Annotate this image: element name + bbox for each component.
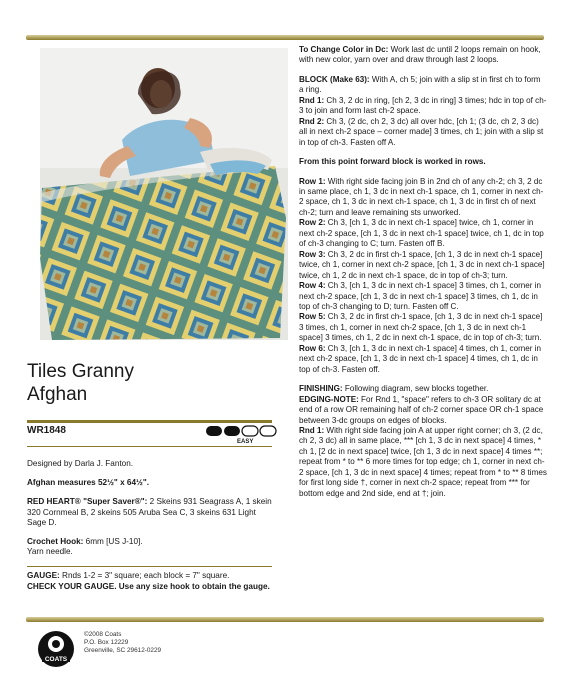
title-line-2: Afghan — [27, 384, 88, 405]
edging-text: For Rnd 1, "space" refers to ch-3 OR solitary dc at end of a row OR remaining half of ch-2 corner space OR ch-1 space between 3-dc groups on edges of blocks. — [299, 394, 544, 425]
rnd2-label: Rnd 2: — [299, 116, 325, 126]
row6-text: Ch 3, [ch 1, 3 dc in next ch-1 space] 4 times, ch 1, corner in next ch-2 space, [ch 1, 3 dc in next ch-1 space] 4 times, ch 1, dc in top of ch-3. Fasten off. — [299, 343, 542, 374]
skill-level-icon — [205, 425, 285, 437]
block-text: With A, ch 5; join with a slip st in first ch to form a ring. — [299, 74, 541, 95]
yarn-text: 2 Skeins 931 Seagrass A, 1 skein 320 Cornmeal B, 2 skeins 505 Aruba Sea C, 3 skeins 631 Light Sage D. — [27, 497, 272, 527]
edging-rnd1-label: Rnd 1: — [299, 425, 325, 435]
footer-po-box: P.O. Box 12229 — [84, 639, 129, 646]
gauge-block — [27, 566, 272, 591]
row3-label: Row 3: — [299, 249, 326, 259]
gauge-label: GAUGE: — [27, 571, 60, 581]
change-color-para — [299, 45, 547, 66]
needle-text: Yarn needle. — [27, 547, 73, 557]
edging-rnd1-text: With right side facing join A at upper right corner; ch 3, (2 dc, ch 2, 3 dc) all in same place, *** [ch 1, 3 dc in next space] 4 times, * ch 1, [2 dc in next space] twice, [ch 1, 3 dc in next space] 4 times **; repeat from * to ** 6 more times for top edge; ch 1, corner in next ch-2 space, [ch 1, 3 dc in next space] 4 times; repeat from * to ** 8 times for first long side †, corner in next ch-2 space; repeat from *** for bottom edge and 2nd side, end at †; join. — [299, 425, 547, 498]
code-row — [27, 420, 272, 445]
row5-label: Row 5: — [299, 312, 326, 322]
designer-credit: Designed by Darla J. Fanton. — [27, 459, 134, 468]
gauge-check: CHECK YOUR GAUGE. Use any size hook to obtain the gauge. — [27, 581, 270, 591]
footer-city: Greenville, SC 29612-0229 — [84, 647, 162, 654]
skill-level-label: EASY — [237, 439, 254, 445]
bottom-rule — [26, 617, 544, 622]
logo-text: COATS — [44, 656, 68, 663]
yarn-info — [27, 497, 272, 528]
title-line-1: Tiles Granny — [27, 361, 134, 382]
rnd2-text: Ch 3, (2 dc, ch 2, 3 dc) all over hdc, [ch 1; (3 dc, ch 2, 3 dc) all in next ch-2 space – corner made] 3 times, ch 1; join with a slip st in top of ch-3. Fasten off A. — [299, 116, 544, 147]
gauge-text: Rnds 1-2 = 3" square; each block = 7" square. — [59, 571, 230, 581]
pattern-code: WR1848 — [27, 425, 66, 436]
row1-text: With right side facing join B in 2nd ch of any ch-2; ch 3, 2 dc in same place, ch 1, 3 dc in next ch-1 space, ch 1, corner in next ch-2 space, ch 1, 3 dc in next ch-1 space, ch 1, 3 dc in first ch of next ch-2; turn and leave remaining sts unworked. — [299, 176, 544, 217]
finishing-text: Following diagram, sew blocks together. — [342, 384, 489, 394]
finishing-para — [299, 384, 547, 499]
block-para — [299, 75, 547, 148]
change-color-text: Work last dc until 2 loops remain on hook, with new color, yarn over and draw through last 2 loops. — [299, 45, 541, 65]
finishing-label: FINISHING: — [299, 384, 343, 394]
right-column — [299, 45, 547, 508]
top-rule — [26, 35, 544, 40]
row5-text: Ch 3, 2 dc in first ch-1 space, [ch 1, 3 dc in next ch-1 space] 3 times, ch 1, corner in next ch-2 space, [ch 1, 3 dc in next ch-1 space] 3 times, ch 1, 2 dc in next ch-1 space, dc in top of ch-3; turn. — [299, 312, 543, 343]
rows-note: From this point forward block is worked in rows. — [299, 157, 486, 167]
rnd1-label: Rnd 1: — [299, 95, 325, 105]
afghan-measures: Afghan measures 52½" x 64½". — [27, 478, 149, 488]
rnd1-text: Ch 3, 2 dc in ring, [ch 2, 3 dc in ring] 3 times; hdc in top of ch-3 to join and form last ch-2 space. — [299, 95, 547, 116]
left-column — [27, 360, 272, 592]
row4-text: Ch 3, [ch 1, 3 dc in next ch-1 space] 3 times, ch 1, corner in next ch-2 space, [ch 1, 3 dc in next ch-1 space] 3 times, ch 1, dc in top of ch-3 changing to D; turn. Fasten off C. — [299, 281, 542, 311]
hook-info — [27, 537, 272, 557]
coats-logo-icon — [36, 629, 76, 669]
rows-para — [299, 177, 547, 376]
block-label: BLOCK (Make 63): — [299, 74, 370, 84]
pattern-title — [27, 360, 272, 406]
afghan-photo — [40, 48, 288, 340]
footer-address — [84, 631, 284, 655]
edging-label: EDGING-NOTE: — [299, 394, 359, 404]
row3-text: Ch 3, 2 dc in first ch-1 space, [ch 1, 3 dc in next ch-1 space] twice, ch 1, corner in next ch-2 space, [ch 1, 3 dc in next ch-1 space] twice, ch 1, 2 dc in next ch-1 space, dc in top of ch-3; turn. — [299, 249, 545, 280]
hook-label: Crochet Hook: — [27, 537, 84, 547]
row6-label: Row 6: — [299, 343, 326, 353]
footer-copyright: ©2008 Coats — [84, 631, 122, 638]
change-color-label: To Change Color in Dc: — [299, 45, 389, 54]
row2-label: Row 2: — [299, 218, 326, 228]
row2-text: Ch 3, [ch 1, 3 dc in next ch-1 space] twice, ch 1, corner in next ch-2 space, [ch 1, 3 dc in next ch-1 space] twice, ch 1, dc in top of ch-3 changing to C; turn. Fasten off B. — [299, 218, 544, 249]
yarn-label: RED HEART® "Super Saver®": — [27, 497, 148, 507]
row4-label: Row 4: — [299, 281, 326, 291]
row1-label: Row 1: — [299, 176, 326, 186]
hook-text: 6mm [US J-10]. — [83, 537, 143, 547]
